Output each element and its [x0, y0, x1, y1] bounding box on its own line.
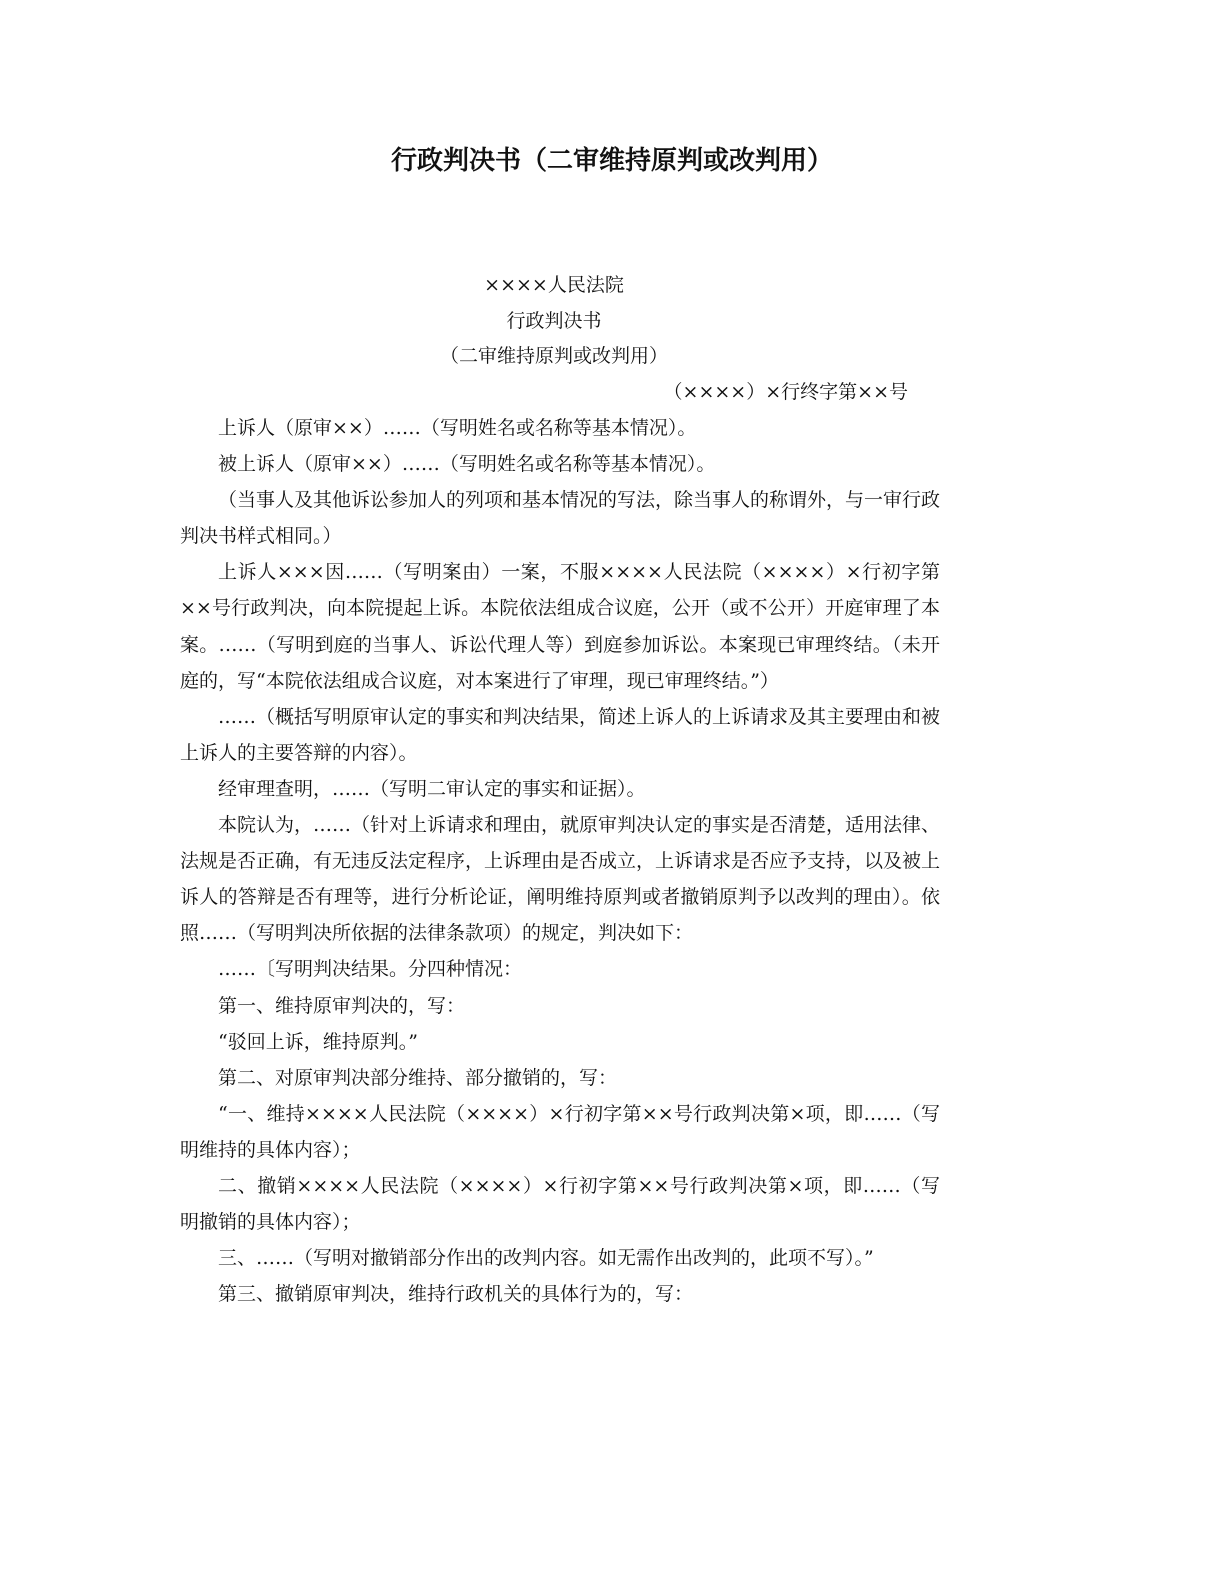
- paragraph-judgment-intro: ……〔写明判决结果。分四种情况：: [218, 958, 523, 981]
- paragraph-case-two-item-three: 三、……（写明对撤销部分作出的改判内容。如无需作出改判的，此项不写）。”: [218, 1247, 874, 1270]
- document-title: 行政判决书（二审维持原判或改判用）: [390, 146, 833, 176]
- paragraph-appellant: 上诉人（原审××）……（写明姓名或名称等基本情况）。: [218, 417, 697, 439]
- paragraph-original-summary: ……（概括写明原审认定的事实和判决结果，简述上诉人的上诉请求及其主要理由和被上诉人的主要答辩的内容）。: [180, 705, 941, 764]
- case-number: （××××）×行终字第××号: [663, 381, 908, 403]
- paragraph-court-opinion: 本院认为，……（针对上诉请求和理由，就原审判决认定的事实是否清楚，适用法律、法规是否正确，有无违反法定程序，上诉理由是否成立，上诉请求是否应予支持，以及被上诉人的答辩是否有理等，进行分析论证，阐明维持原判或者撤销原判予以改判的理由）。依照……（写明判决所依据的法律条款项）的规定，判决如下：: [180, 814, 941, 945]
- paragraph-case-one: 第一、维持原审判决的，写：: [218, 994, 466, 1017]
- paragraph-case-two: 第二、对原审判决部分维持、部分撤销的，写：: [218, 1066, 618, 1089]
- paragraph-case-two-item-two: 二、撤销××××人民法院（××××）×行初字第××号行政判决第×项，即……（写明撤销的具体内容）；: [180, 1174, 940, 1234]
- document-subtype: （二审维持原判或改判用）: [439, 345, 668, 367]
- paragraph-party-note: （当事人及其他诉讼参加人的列项和基本情况的写法，除当事人的称谓外，与一审行政判决书样式相同。）: [180, 489, 941, 548]
- paragraph-case-origin: 上诉人×××因……（写明案由）一案，不服××××人民法院（××××）×行初字第××号行政判决，向本院提起上诉。本院依法组成合议庭，公开（或不公开）开庭审理了本案。……（写明到庭的当事人、诉讼代理人等）到庭参加诉讼。本案现已审理终结。（未开庭的，写“本院依法组成合议庭，对本案进行了审理，现已审理终结。”）: [180, 561, 940, 692]
- paragraph-case-three: 第三、撤销原审判决，维持行政机关的具体行为的，写：: [218, 1283, 694, 1306]
- paragraph-case-two-item-one: “一、维持××××人民法院（××××）×行初字第××号行政判决第×项，即……（写明维持的具体内容）；: [180, 1102, 940, 1161]
- paragraph-facts-found: 经审理查明，……（写明二审认定的事实和证据）。: [218, 777, 646, 800]
- document-body: [180, 410, 940, 1312]
- paragraph-case-one-text: “驳回上诉，维持原判。”: [218, 1030, 418, 1053]
- document-type: 行政判决书: [506, 310, 602, 332]
- paragraph-appellee: 被上诉人（原审××）……（写明姓名或名称等基本情况）。: [218, 453, 716, 476]
- court-name: ××××人民法院: [484, 274, 624, 296]
